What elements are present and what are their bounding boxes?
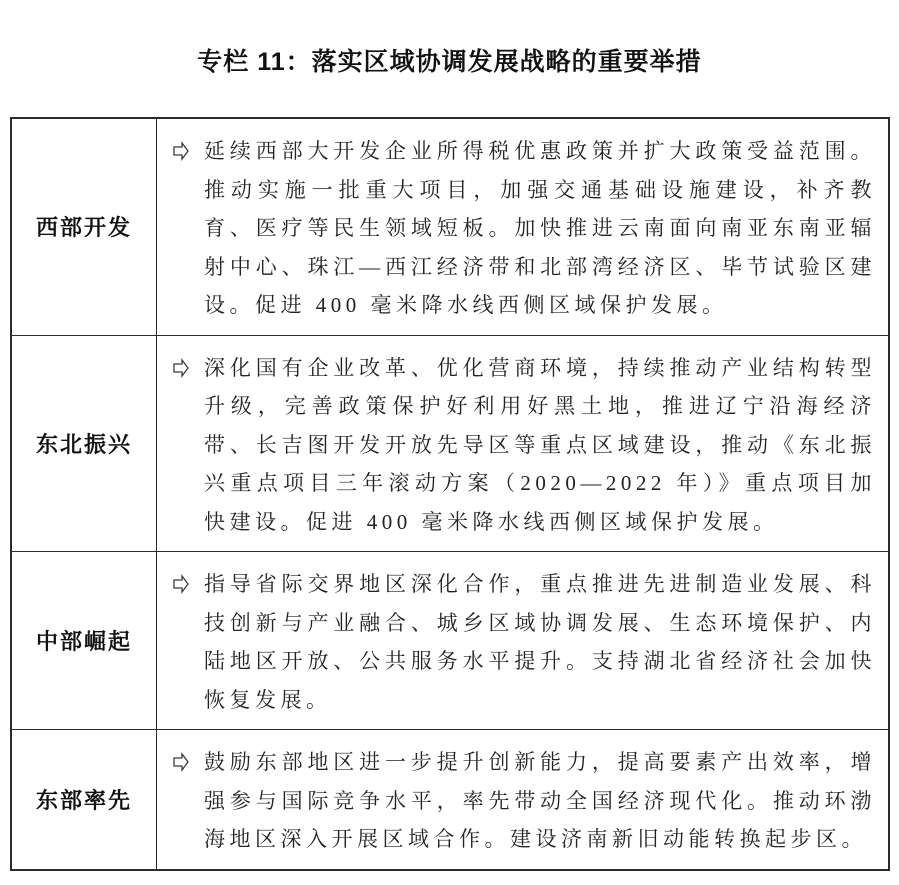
measures-cell [157, 552, 890, 730]
measures-cell-inner [173, 743, 876, 859]
measures-cell [157, 730, 890, 870]
measures-text: 指导省际交界地区深化合作，重点推进先进制造业发展、科技创新与产业融合、城乡区域协调发展、生态环境保护、内陆地区开放、公共服务水平提升。支持湖北省经济社会加快恢复发展。 [204, 572, 876, 712]
measures-text: 鼓励东部地区进一步提升创新能力，提高要素产出效率，增强参与国际竞争水平，率先带动全国经济现代化。推动环渤海地区深入开展区域合作。建设济南新旧动能转换起步区。 [204, 750, 876, 851]
region-label: 中部崛起 [11, 552, 157, 730]
measures-cell [157, 118, 890, 335]
region-label: 东北振兴 [11, 335, 157, 552]
table-row [11, 552, 889, 730]
measures-cell-inner [173, 132, 876, 325]
rightwards-white-arrow-icon [173, 752, 189, 772]
region-label: 东部率先 [11, 730, 157, 870]
measures-text: 延续西部大开发企业所得税优惠政策并扩大政策受益范围。推动实施一批重大项目，加强交通基础设施建设，补齐教育、医疗等民生领域短板。加快推进云南面向南亚东南亚辐射中心、珠江—西江经济带和北部湾经济区、毕节试验区建设。促进 400 毫米降水线西侧区域保护发展。 [204, 139, 876, 317]
rightwards-white-arrow-icon [173, 141, 189, 161]
measures-text: 深化国有企业改革、优化营商环境，持续推动产业结构转型升级，完善政策保护好利用好黑土地，推进辽宁沿海经济带、长吉图开发开放先导区等重点区域建设，推动《东北振兴重点项目三年滚动方案（2020—2022 年）》重点项目加快建设。促进 400 毫米降水线西侧区域保护发展。 [204, 355, 876, 534]
region-label: 西部开发 [11, 118, 157, 335]
table-row [11, 118, 889, 335]
measures-cell-inner [173, 565, 876, 719]
measures-table [10, 117, 890, 871]
table-row [11, 335, 889, 552]
page-title: 专栏 11：落实区域协调发展战略的重要举措 [197, 48, 702, 76]
measures-cell-inner [173, 349, 876, 542]
rightwards-white-arrow-icon [173, 574, 189, 594]
measures-cell [157, 335, 890, 552]
measures-table-body [11, 118, 889, 870]
table-row [11, 730, 889, 870]
rightwards-white-arrow-icon [173, 358, 189, 378]
